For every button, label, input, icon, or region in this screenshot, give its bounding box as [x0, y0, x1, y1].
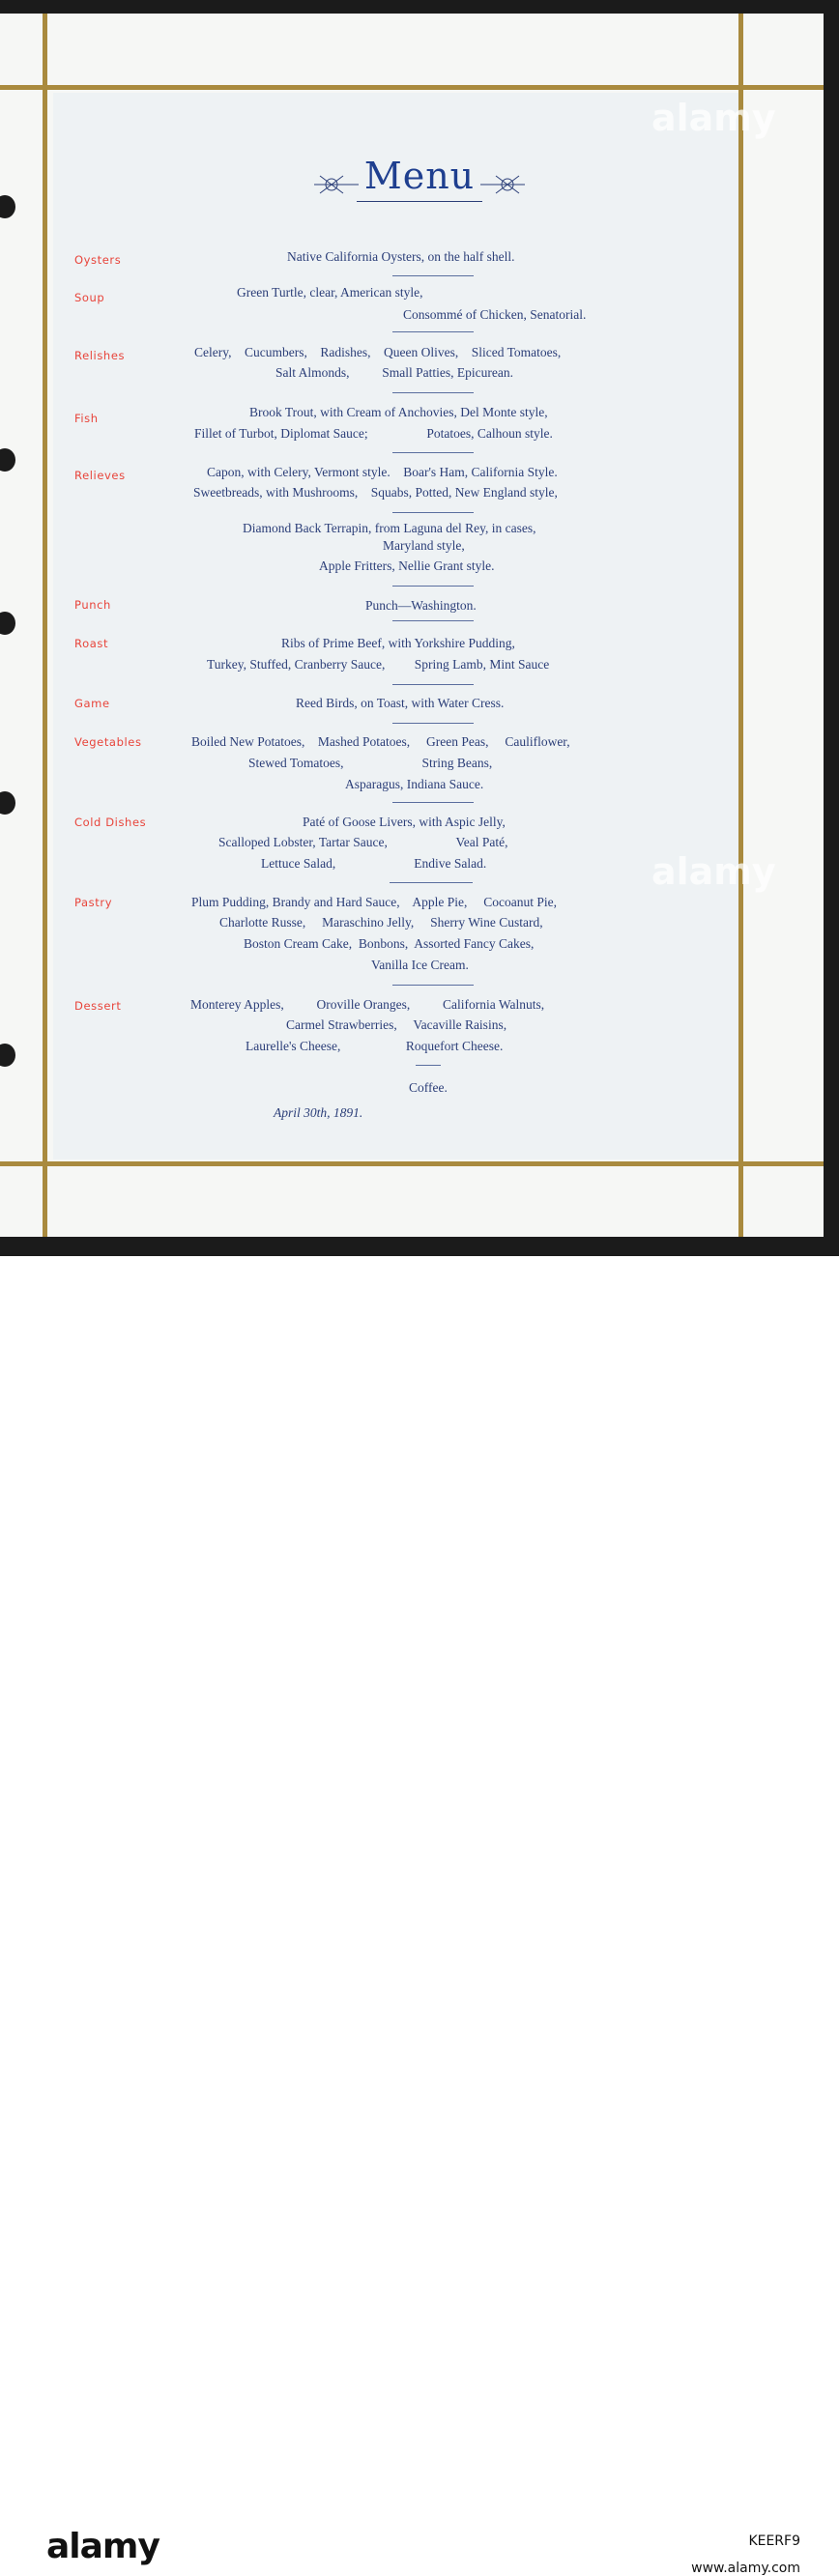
dish-line: Maryland style, — [383, 538, 465, 553]
dish-line: Brook Trout, with Cream of Anchovies, Del Monte style, — [249, 405, 548, 419]
dish-line: Stewed Tomatoes, String Beans, — [248, 756, 493, 770]
footer-url: www.alamy.com — [691, 2561, 800, 2576]
course-label: Fish — [74, 412, 99, 425]
dish-line: Boiled New Potatoes, Mashed Potatoes, Green Peas, Cauliflower, — [191, 734, 570, 749]
dish-line: Lettuce Salad, Endive Salad. — [261, 856, 487, 871]
course-label: Relishes — [74, 349, 126, 362]
dish-line: Turkey, Stuffed, Cranberry Sauce, Spring Lamb, Mint Sauce — [207, 657, 550, 672]
dot-separator — [416, 1065, 441, 1066]
course-separator — [392, 331, 474, 332]
dish-line: Charlotte Russe, Maraschino Jelly, Sherry Wine Custard, — [219, 915, 543, 930]
dish-line: Celery, Cucumbers, Radishes, Queen Olives, Sliced Tomatoes, — [194, 345, 562, 359]
dish-line: Paté of Goose Livers, with Aspic Jelly, — [303, 815, 506, 829]
course-label: Game — [74, 697, 110, 710]
course-separator — [392, 985, 474, 986]
course-label: Dessert — [74, 999, 122, 1013]
punch-hole — [0, 448, 15, 472]
dish-line: Carmel Strawberries, Vacaville Raisins, — [286, 1017, 507, 1032]
dish-line: Ribs of Prime Beef, with Yorkshire Pudding, — [281, 636, 515, 650]
title-flourish — [357, 201, 482, 202]
course-label: Roast — [74, 637, 109, 650]
dish-line: Asparagus, Indiana Sauce. — [345, 777, 484, 791]
course-separator — [392, 512, 474, 513]
course-separator — [392, 275, 474, 276]
course-label: Oysters — [74, 253, 122, 267]
dish-line: Apple Fritters, Nellie Grant style. — [319, 558, 495, 573]
gold-rule-bottom — [0, 1161, 824, 1166]
course-label: Soup — [74, 291, 105, 304]
dish-line: Salt Almonds, Small Patties, Epicurean. — [275, 365, 513, 380]
ornament-left-icon — [312, 170, 361, 199]
dish-line: Consommé of Chicken, Senatorial. — [403, 307, 587, 322]
watermark: alamy — [651, 97, 776, 139]
course-separator — [392, 802, 474, 803]
dish-line: Native California Oysters, on the half shell. — [287, 249, 515, 264]
course-separator — [390, 882, 473, 883]
dish-line: Coffee. — [409, 1080, 448, 1095]
dish-line: Diamond Back Terrapin, from Laguna del Rey, in cases, — [243, 521, 536, 535]
dish-line: Reed Birds, on Toast, with Water Cress. — [296, 696, 505, 710]
dish-line: Vanilla Ice Cream. — [371, 958, 469, 972]
menu-date: April 30th, 1891. — [274, 1105, 363, 1120]
dish-line: Green Turtle, clear, American style, — [237, 285, 423, 300]
course-separator — [392, 620, 474, 621]
menu-heading — [0, 155, 839, 202]
course-separator — [392, 586, 474, 587]
stock-footer — [0, 1256, 839, 2576]
course-label: Vegetables — [74, 735, 142, 749]
punch-hole — [0, 612, 15, 635]
course-label: Pastry — [74, 896, 113, 909]
course-separator — [392, 684, 474, 685]
dish-line: Fillet of Turbot, Diplomat Sauce; Potatoes, Calhoun style. — [194, 426, 553, 441]
ornament-right-icon — [478, 170, 527, 199]
menu-title: Menu — [363, 155, 476, 197]
dish-line: Scalloped Lobster, Tartar Sauce, Veal Paté, — [218, 835, 508, 849]
gold-rule-top — [0, 85, 824, 90]
course-label: Cold Dishes — [74, 816, 147, 829]
course-separator — [392, 452, 474, 453]
image-code: KEERF9 — [748, 2533, 800, 2549]
dish-line: Laurelle's Cheese, Roquefort Cheese. — [246, 1039, 504, 1053]
punch-hole — [0, 791, 15, 815]
dish-line: Capon, with Celery, Vermont style. Boar's Ham, California Style. — [207, 465, 558, 479]
scan-background — [0, 0, 839, 1256]
dish-line: Punch—Washington. — [365, 598, 477, 613]
dish-line: Boston Cream Cake, Bonbons, Assorted Fancy Cakes, — [244, 936, 535, 951]
dish-line: Plum Pudding, Brandy and Hard Sauce, Apple Pie, Cocoanut Pie, — [191, 895, 557, 909]
punch-hole — [0, 1044, 15, 1067]
course-separator — [392, 723, 474, 724]
course-label: Relieves — [74, 469, 126, 482]
course-label: Punch — [74, 598, 111, 612]
watermark: alamy — [651, 850, 776, 893]
dish-line: Monterey Apples, Oroville Oranges, California Walnuts, — [190, 997, 545, 1012]
brand-logo: alamy — [46, 2527, 159, 2566]
dish-line: Sweetbreads, with Mushrooms, Squabs, Potted, New England style, — [193, 485, 558, 500]
course-separator — [392, 392, 474, 393]
